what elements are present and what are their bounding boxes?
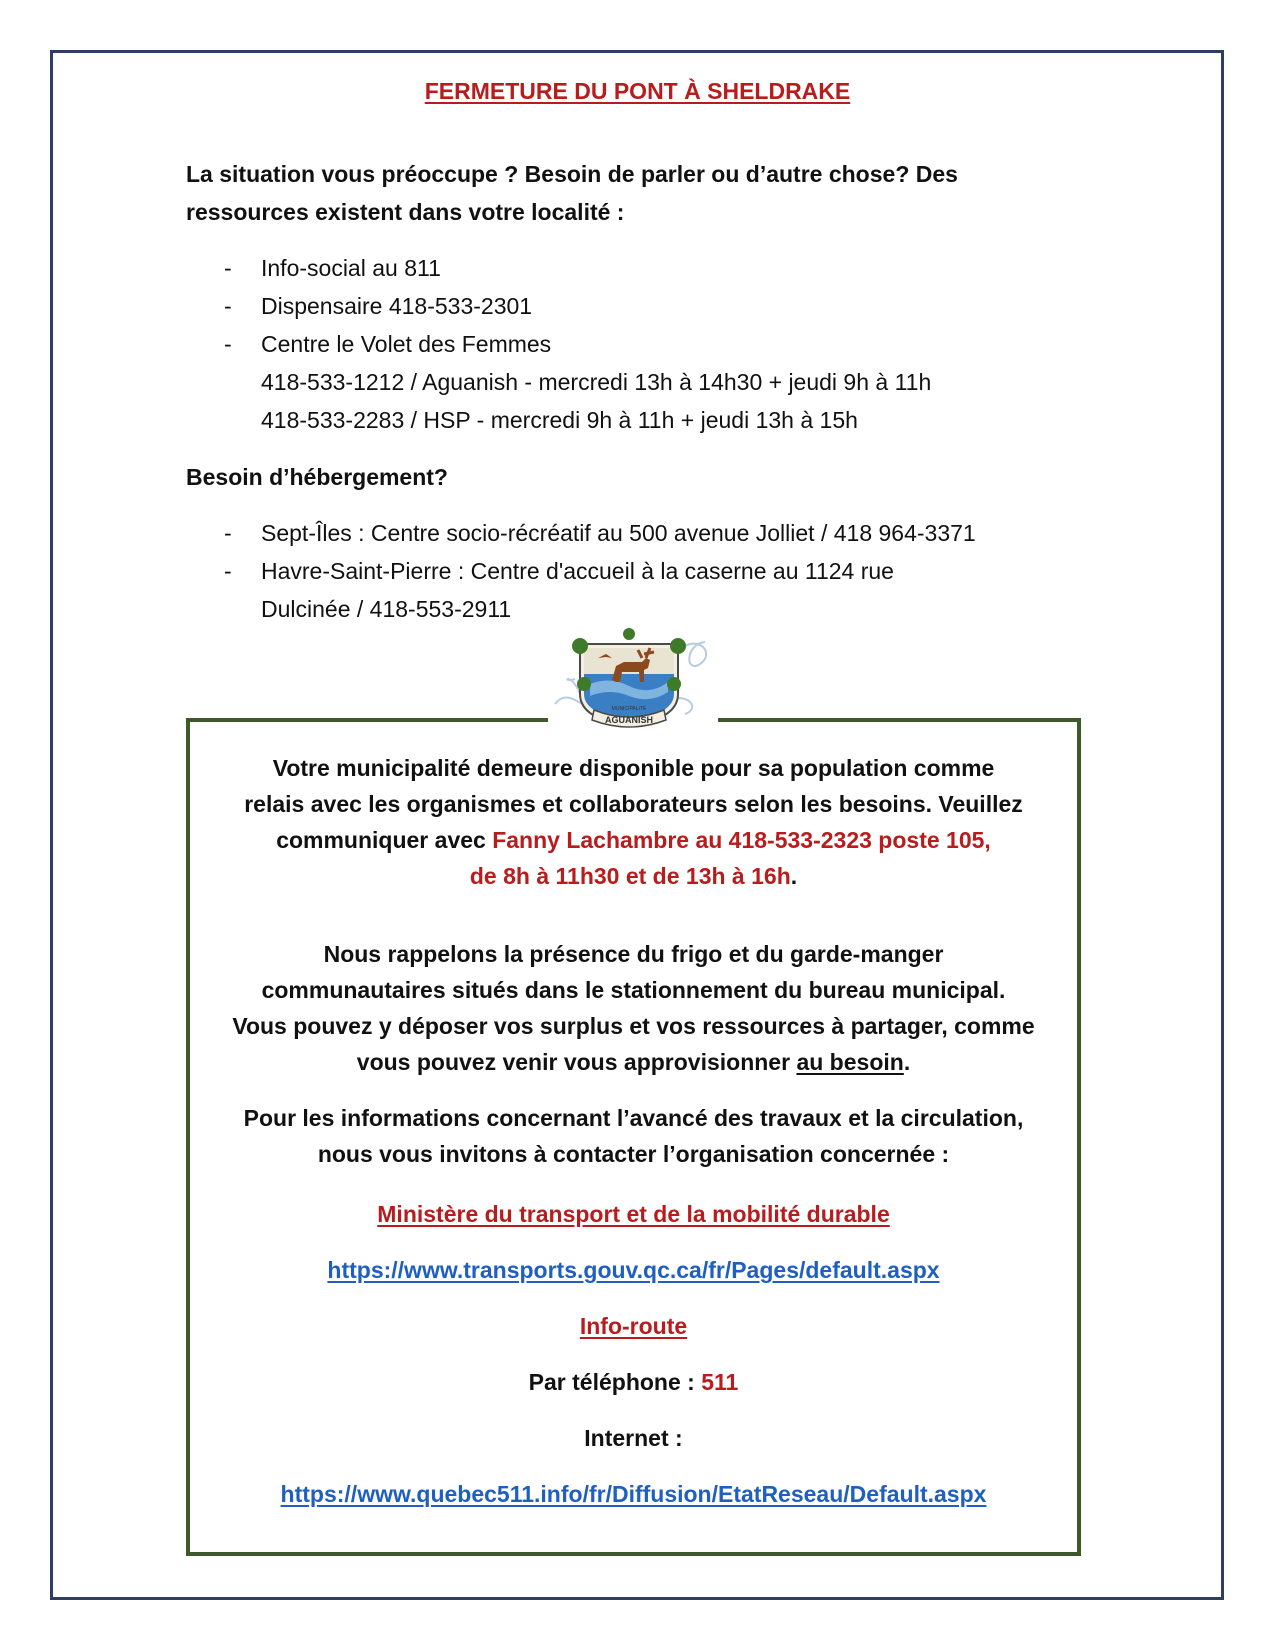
list-dash: - xyxy=(224,558,232,584)
resources-list xyxy=(186,249,1136,439)
para1-line2: relais avec les organismes et collaborateurs selon les besoins. Veuillez xyxy=(244,791,1023,817)
fridge-paragraph xyxy=(190,936,1077,1080)
list-item-text: Havre-Saint-Pierre : Centre d'accueil à la caserne au 1124 rue xyxy=(261,558,894,584)
list-item xyxy=(186,325,1136,439)
phone-number: 511 xyxy=(701,1369,739,1395)
volet-detail-aguanish: 418-533-1212 / Aguanish - mercredi 13h à 14h30 + jeudi 9h à 11h xyxy=(261,369,932,395)
intro-text xyxy=(186,155,1086,231)
logo-banner-text: AGUANISH xyxy=(604,715,654,725)
list-item-text: Centre le Volet des Femmes xyxy=(261,331,552,357)
au-besoin-underlined: au besoin xyxy=(796,1049,904,1075)
list-item-text: Info-social au 811 xyxy=(261,255,441,281)
list-item xyxy=(186,287,1136,325)
lodging-list xyxy=(186,514,1136,628)
logo-top-text: MUNICIPALITÉ xyxy=(611,706,647,712)
list-item xyxy=(186,249,1136,287)
phone-line xyxy=(190,1364,1077,1400)
works-paragraph xyxy=(190,1100,1077,1172)
contact-info: Fanny Lachambre au 418-533-2323 poste 105, xyxy=(492,827,991,853)
para2-line3: Vous pouvez y déposer vos surplus et vos ressources à partager, comme xyxy=(232,1013,1035,1039)
page-title: FERMETURE DU PONT À SHELDRAKE xyxy=(424,78,851,104)
internet-label: Internet : xyxy=(584,1425,683,1451)
para1-line3-prefix: communiquer avec xyxy=(276,827,493,853)
inforoute-label: Info-route xyxy=(579,1313,688,1339)
volet-detail-hsp: 418-533-2283 / HSP - mercredi 9h à 11h + jeudi 13h à 15h xyxy=(261,407,858,433)
list-item-text: Dispensaire 418-533-2301 xyxy=(261,293,533,319)
office-hours-suffix: . xyxy=(790,863,798,889)
intro-line-1: La situation vous préoccupe ? Besoin de parler ou d’autre chose? Des xyxy=(186,161,958,187)
lodging-heading: Besoin d’hébergement? xyxy=(186,464,448,490)
list-item xyxy=(186,514,1136,552)
para1-line1: Votre municipalité demeure disponible pour sa population comme xyxy=(272,755,995,781)
list-dash: - xyxy=(224,293,232,319)
para3-line1: Pour les informations concernant l’avancé des travaux et la circulation, xyxy=(243,1105,1024,1131)
list-dash: - xyxy=(224,520,232,546)
phone-label: Par téléphone : xyxy=(528,1369,702,1395)
para2-line4-prefix: vous pouvez venir vous approvisionner xyxy=(356,1049,797,1075)
para2-line4-suffix: . xyxy=(903,1049,911,1075)
availability-paragraph xyxy=(190,750,1077,894)
list-item xyxy=(186,552,1136,628)
aguanish-municipal-crest-icon xyxy=(550,624,720,734)
list-item-continuation: Dulcinée / 418-553-2911 xyxy=(261,596,512,622)
intro-line-2: ressources existent dans votre localité : xyxy=(186,199,625,225)
list-item-text: Sept-Îles : Centre socio-récréatif au 500 avenue Jolliet / 418 964-3371 xyxy=(261,520,976,546)
office-hours: de 8h à 11h30 et de 13h à 16h xyxy=(469,863,791,889)
para2-line1: Nous rappelons la présence du frigo et du garde-manger xyxy=(323,941,944,967)
para3-line2: nous vous invitons à contacter l’organisation concernée : xyxy=(317,1141,950,1167)
info-box-content xyxy=(190,750,1077,1512)
list-dash: - xyxy=(224,331,232,357)
para2-line2: communautaires situés dans le stationnement du bureau municipal. xyxy=(261,977,1006,1003)
quebec511-link[interactable]: https://www.quebec511.info/fr/Diffusion/EtatReseau/Default.aspx xyxy=(280,1481,987,1507)
list-dash: - xyxy=(224,255,232,281)
ministry-label: Ministère du transport et de la mobilité durable xyxy=(377,1201,890,1227)
ministry-link[interactable]: https://www.transports.gouv.qc.ca/fr/Pages/default.aspx xyxy=(327,1257,940,1283)
